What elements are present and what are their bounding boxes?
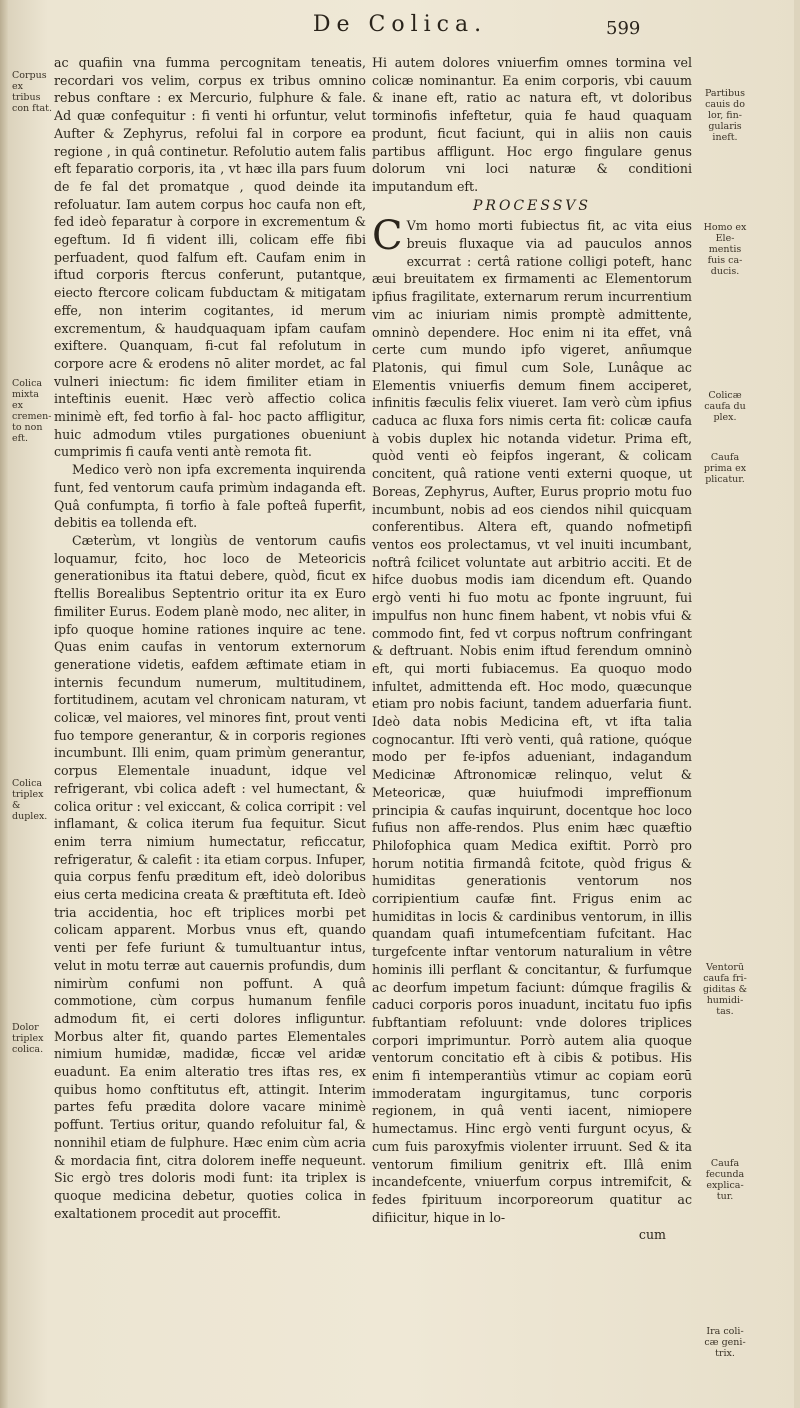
- margin-note-right: Ira coli- cæ geni- trix.: [704, 1326, 746, 1359]
- page-edge: [794, 0, 800, 1408]
- paragraph: ac quafiin vna fumma percognitam teneatis, recordari vos velim, corpus ex tribus omnino rebus conftare : ex Mercurio, fulphure & fale. Ad quæ confequitur : fi venti hi orfuntur, velut Aufter & Zephyrus, refolui fal in corpore ea regione , in quâ continetur. Refolutio autem falis eft feparatio corporis, ita , vt hæc illa pars fuum de fe fal det promatque , quod deinde ita refoluatur. Iam autem corpus hoc caufa non eft, fed ideò feparatur à corpore in excrementum & egeftum. Id fi vident illi, colicam effe fibi perfuadent, quod falfum eft. Caufam enim in iftud corporis ftercus conferunt, putantque, eiecto ftercore colicam fubductam & mitigatam effe, non interim cogitantes, id merum excrementum, & haudquaquam ipfam caufam exiftere. Quanquam, fi-cut fal refolutum in corpore acre & erodens nō aliter mordet, ac fal vulneri iniectum: fic idem fimiliter etiam in inteftinis euenit. Hæc verò affectio colica minimè eft, fed torfio à fal- hoc pacto affligitur, huic admodum vtiles purgationes obueniunt cumprimis fi caufa venti antè remota fit.: [54, 55, 366, 460]
- margin-note-right: Colicæ caufa du plex.: [704, 390, 746, 423]
- margin-note-right: Partibus cauis do lor, fin- gularis ineft.: [704, 88, 746, 143]
- section-heading: PROCESSVS: [472, 197, 591, 214]
- margin-note-right: Homo ex Ele- mentis fuis ca- ducis.: [703, 222, 747, 277]
- paragraph: Medico verò non ipfa excrementa inquirenda funt, fed ventorum caufa primùm indaganda eft. Quâ confumpta, fi torfio à fale pofteâ fuperfit, debitis ea tollenda eft.: [54, 462, 366, 531]
- right-column: [372, 54, 692, 1244]
- page-number: 599: [606, 18, 641, 39]
- paragraph: Cæterùm, vt longiùs de ventorum caufis loquamur, fcito, hoc loco de Meteoricis generationibus ita ftatui debere, quòd, ficut ex ftellis Borealibus Septentrio oritur ita ex Euro fimiliter Eurus. Eodem planè modo, nec aliter, in ipfo quoque homine rationes inquire ac tene. Quas enim caufas in ventorum externorum generatione videtis, eafdem æftimate etiam in internis fecundum numerum, multitudinem, fortitudinem, acutam vel chronicam naturam, vt colicæ, vel maiores, vel minores fint, prout venti fuo tempore generantur, & in corporis regiones incumbunt. Illi enim, quam primùm generantur, corpus Elementale inuadunt, idque vel refrigerant, vbi colica adeft : vel humectant, & colica oritur : vel exiccant, & colica corripit : vel inflamant, & colica iterum fua fequitur. Sicut enim terra nimium humectatur, reficcatur, refrigeratur, & calefit : ita etiam corpus. Infuper, quia corpus fenfu præditum eft, ideò doloribus eius certa medicina creata & præftituta eft. Ideò tria accidentia, hoc eft triplices morbi pet colicam apparent. Morbus vnus eft, quando venti per fefe furiunt & tumultuantur intus, velut in motu terræ aut cauernis profundis, dum nimirùm confumi non poffunt. A quâ commotione, cùm corpus humanum fenfile admodum fit, ei certi dolores infliguntur. Morbus alter fit, quando partes Elementales nimium humidæ, madidæ, ficcæ vel aridæ euadunt. Ea enim alteratio tres iftas res, ex quibus homo conftitutus eft, attingit. Interim partes fefu prædita dolore vacare minimè poffunt. Tertius oritur, quando refoluitur fal, & nonnihil etiam de fulphure. Hæc enim cùm acria & mordacia fint, citra dolorem ineffe nequeunt. Sic ergò tres doloris modi funt: ita triplex is quoque medicina debetur, quoties colica in exaltationem procedit aut proceffit.: [54, 532, 366, 1221]
- margin-note-right: Caufa fecunda explica- tur.: [705, 1158, 745, 1202]
- binding-edge: [0, 0, 8, 1408]
- margin-note-right: Ventorū caufa fri- giditas & humidi- tas.: [702, 962, 748, 1017]
- margin-note-left: Corpus ex tribus con ftat.: [12, 70, 53, 114]
- running-title: De Colica.: [312, 12, 488, 37]
- catchword: cum: [638, 1227, 666, 1243]
- margin-note-left: Dolor triplex colica.: [12, 1022, 44, 1055]
- margin-note-right: Caufa prima ex plicatur.: [703, 452, 747, 485]
- margin-note-left: Colica triplex & duplex.: [12, 778, 48, 822]
- left-column: [54, 54, 366, 1222]
- margin-note-left: Colica mixta ex cremen- to non eft.: [12, 378, 52, 444]
- paragraph: Hi autem dolores vniuerfim omnes tormina vel colicæ nominantur. Ea enim corporis, vbi cauum & inane eft, ratio ac natura eft, vt doloribus torminofis infeftetur, quia fe haud quaquam produnt, ficut faciunt, qui in aliis non cauis partibus affligunt. Hoc ergo fingulare genus dolorum vni loci naturæ & conditioni imputandum eft.: [372, 55, 692, 194]
- drop-capital: C: [372, 213, 403, 260]
- paragraph: Vm homo morti fubiectus fit, ac vita eius breuis fluxaque via ad pauculos annos excurrat : certâ ratione colligi poteft, hanc æui breuitatem ex firmamenti ac Elementorum ipfius fragilitate, externarum rerum incurrentium vim ac iniuriam nimis promptè admittente, omninò dependere. Hoc enim ni ita effet, vnâ certe cum mundo ipfo vigeret, anñumque Platonis, qui fimul cum Sole, Lunâque ac Elementis vniuerfis demum finem acciperet, infinitis fæculis felix viueret. Iam verò cùm ipfius caduca ac fluxa fors nimis certa fit: colicæ caufa à vobis duplex hic notanda videtur. Prima eft, quòd venti eò feipfos ingerant, & colicam concitent, quâ ratione venti externi quoque, ut Boreas, Zephyrus, Aufter, Eurus proprio motu fuo incumbunt, nobis ad eos ciendos nihil quicquam conferentibus. Altera eft, quando nofmetipfi ventos eos prolectamus, vt vel inuiti incumbant, noftrâ fcilicet voluntate aut arbitrio acciti. Et de hifce duobus modis iam dicendum eft. Quando ergò venti hi fuo motu ac fponte ingruunt, fui impulfus non hunc finem habent, vt nobis vfui & commodo fint, fed vt corpus noftrum confringant & deftruant. Nobis enim iftud ferendum omninò eft, qui morti fubiacemus. Ea quoquo modo infultet, admittenda eft. Hoc modo, quæcunque etiam pro nobis faciunt, tandem aduerfaria fiunt. Ideò data nobis Medicina eft, vt ifta talia cognocantur. Ifti verò venti, quâ ratione, quóque modo per fe-ipfos adueniant, indagandum Medicinæ Aftronomicæ relinquo, velut & Meteoricæ, quæ huiufmodi impreffionum principia & caufas inquirunt, docentque hoc loco fufius non affe-rendos. Plus enim hæc quæftio Philofophica quam Medica exiftit. Porrò pro horum notitia firmandâ fcitote, quòd frigus & humiditas generationis ventorum nos corripientium caufæ fint. Frigus enim ac humiditas in locis & cardinibus ventorum, in illis quandam quafi intumefcentiam fufcitant. Hac turgefcente inftar ventorum naturalium in vêtre hominis illi perflant & concitantur, & furfumque ac deorfum impetum faciunt: dúmque fragilis & caduci corporis poros inuadunt, incitatu fuo ipfis fubftantiam refoluunt: vnde dolores triplices corpori imprimuntur. Porrò autem alia quoque ventorum concitatio eft à cibis & potibus. His enim fi intemperantiùs vtimur ac copiam eorū immoderatam ingurgitamus, tunc corporis regionem, in quâ venti iacent, nimiopere humectamus. Hinc ergò venti furgunt ocyus, & cum fuis paroxyfmis violenter irruunt. Sed & ita ventorum fimilium genitrix eft. Illâ enim incandefcente, vniuerfum corpus intremifcit, & fedes fpirituum incorporeorum quatitur ac difiicitur, hique in lo-: [372, 218, 692, 1225]
